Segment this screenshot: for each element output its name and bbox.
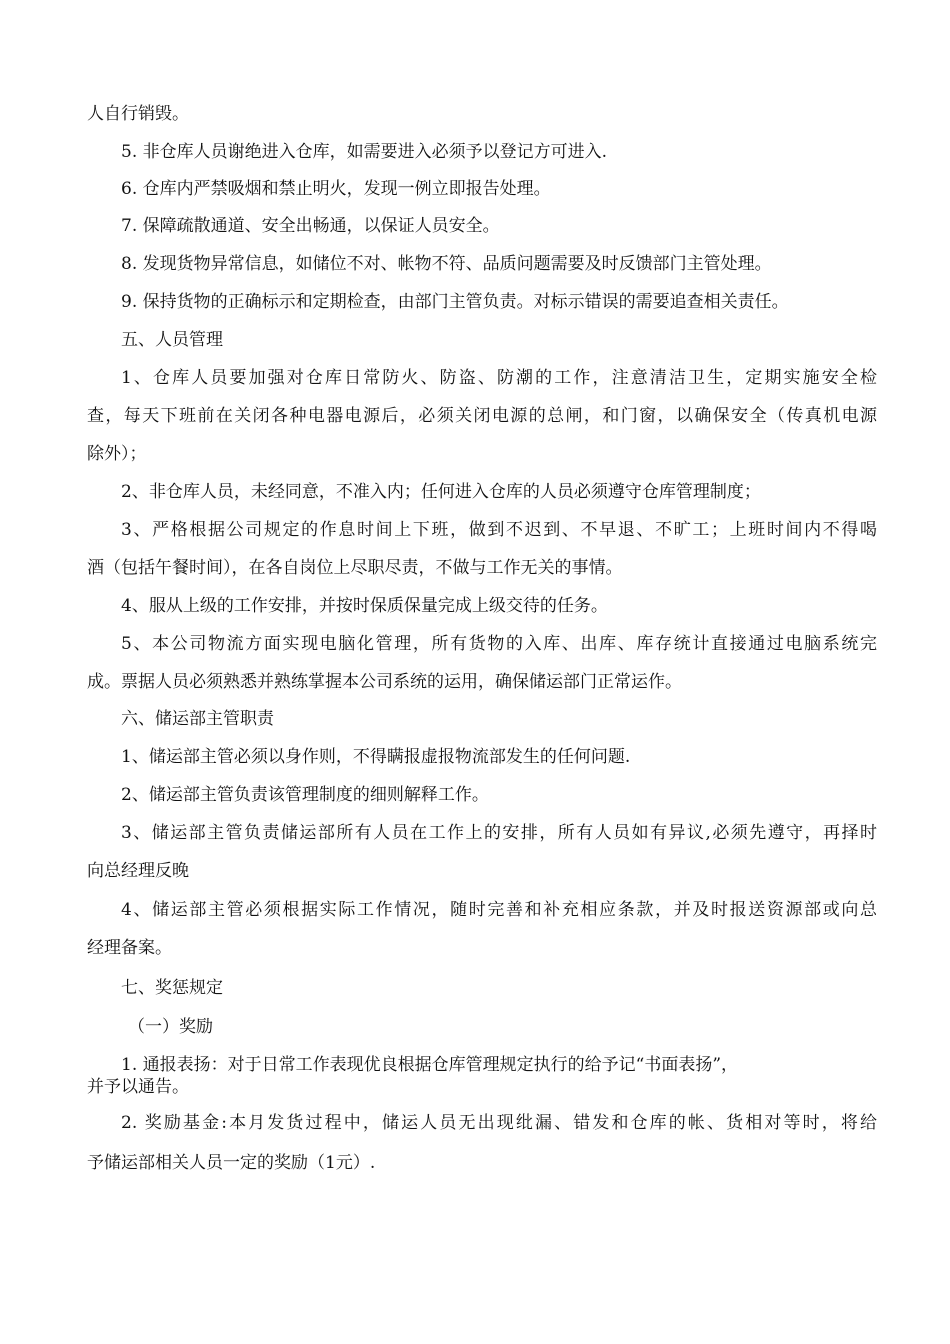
paragraph-line: 2、储运部主管负责该管理制度的细则解释工作。 — [121, 785, 489, 805]
paragraph-line: 3、储运部主管负责储运部所有人员在工作上的安排，所有人员如有异议,必须先遵守，再择时 — [121, 823, 877, 843]
rule-item-9: 9. 保持货物的正确标示和定期检查，由部门主管负责。对标示错误的需要追查相关责任。 — [121, 292, 789, 312]
rule-item-7: 7. 保障疏散通道、安全出畅通，以保证人员安全。 — [121, 216, 500, 236]
paragraph-line: 2、非仓库人员，未经同意，不准入内；任何进入仓库的人员必须遵守仓库管理制度； — [121, 482, 761, 502]
paragraph-line: 1、储运部主管必须以身作则，不得瞒报虚报物流部发生的任何问题. — [121, 747, 631, 767]
paragraph-line: 1、仓库人员要加强对仓库日常防火、防盗、防潮的工作，注意清洁卫生，定期实施安全检 — [121, 368, 877, 388]
paragraph-line: 人自行销毁。 — [87, 104, 189, 124]
rule-item-5: 5. 非仓库人员谢绝进入仓库，如需要进入必须予以登记方可进入. — [121, 142, 608, 162]
paragraph-line: 5、本公司物流方面实现电脑化管理，所有货物的入库、出库、库存统计直接通过电脑系统完 — [121, 634, 877, 654]
section-heading-rewards: 七、奖惩规定 — [121, 978, 223, 998]
paragraph-line: 并予以通告。 — [87, 1077, 189, 1097]
paragraph-line: 除外）； — [87, 444, 147, 464]
paragraph-line: 予储运部相关人员一定的奖励（1元）. — [87, 1153, 376, 1173]
paragraph-line: 经理备案。 — [87, 938, 172, 958]
reward-item-2: 2. 奖励基金:本月发货过程中，储运人员无出现纰漏、错发和仓库的帐、货相对等时，将给 — [121, 1113, 877, 1133]
paragraph-line: 4、储运部主管必须根据实际工作情况，随时完善和补充相应条款，并及时报送资源部或向总 — [121, 900, 877, 920]
reward-item-1: 1. 通报表扬：对于日常工作表现优良根据仓库管理规定执行的给予记“书面表扬”， — [121, 1055, 739, 1075]
paragraph-line: 向总经理反晚 — [87, 861, 189, 881]
paragraph-line: 3、严格根据公司规定的作息时间上下班，做到不迟到、不早退、不旷工；上班时间内不得喝 — [121, 520, 877, 540]
subsection-heading-reward: （一）奖励 — [128, 1017, 213, 1037]
paragraph-line: 4、服从上级的工作安排，并按时保质保量完成上级交待的任务。 — [121, 596, 608, 616]
paragraph-line: 成。票据人员必须熟悉并熟练掌握本公司系统的运用，确保储运部门正常运作。 — [87, 672, 682, 692]
section-heading-personnel: 五、人员管理 — [121, 330, 223, 350]
paragraph-line: 酒（包括午餐时间），在各自岗位上尽职尽责，不做与工作无关的事情。 — [87, 558, 623, 578]
rule-item-8: 8. 发现货物异常信息，如储位不对、帐物不符、品质问题需要及时反馈部门主管处理。 — [121, 254, 772, 274]
section-heading-supervisor: 六、储运部主管职责 — [121, 709, 274, 729]
rule-item-6: 6. 仓库内严禁吸烟和禁止明火，发现一例立即报告处理。 — [121, 179, 551, 199]
paragraph-line: 查，每天下班前在关闭各种电器电源后，必须关闭电源的总闸，和门窗，以确保安全（传真机电源 — [87, 406, 877, 426]
